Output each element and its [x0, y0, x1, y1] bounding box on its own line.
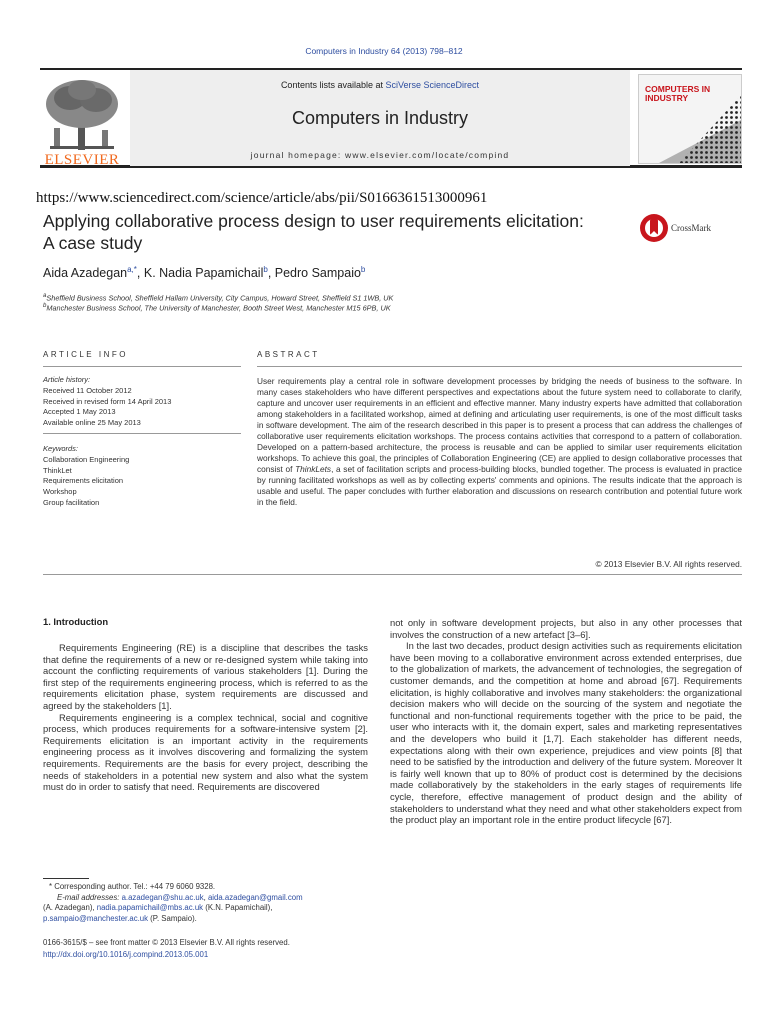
- crossmark-icon: [639, 211, 669, 245]
- keyword: Workshop: [43, 487, 77, 497]
- cover-title-line-2: INDUSTRY: [645, 93, 689, 103]
- email-line: [43, 903, 373, 914]
- article-info-heading: ARTICLE INFO: [43, 350, 128, 359]
- affiliation-marker: b: [43, 302, 47, 309]
- section-heading: 1. Introduction: [43, 616, 109, 627]
- journal-homepage[interactable]: journal homepage: www.elsevier.com/locate/compind: [250, 150, 510, 160]
- email-line: E-mail addresses: a.azadegan@shu.ac.uk, aida.azadegan@gmail.com: [57, 892, 303, 902]
- author-name[interactable]: , K. Nadia Papamichail: [136, 266, 264, 281]
- cover-title-line-1: COMPUTERS IN: [645, 84, 711, 94]
- keyword: ThinkLet: [43, 465, 72, 475]
- history-entry: Available online 25 May 2013: [43, 418, 141, 428]
- front-matter-note: 0166-3615/$ – see front matter © 2013 Elsevier B.V. All rights reserved.: [43, 938, 290, 947]
- journal-name: Computers in Industry: [291, 108, 469, 128]
- author-affiliation-marker[interactable]: b: [360, 265, 366, 274]
- body-column-left: [43, 642, 368, 793]
- contents-prefix: Contents lists available at: [280, 80, 386, 90]
- article-title: [43, 210, 633, 254]
- email-owner: (P. Sampaio).: [150, 913, 197, 923]
- abstract-copyright: © 2013 Elsevier B.V. All rights reserved.: [595, 559, 742, 569]
- paragraph: In the last two decades, product design activities such as requirements elicitation have been moving to a collaborative environment across extended enterprises, due to the globalization of markets, the advancement of technologies, the segregation of customer demands, and the competition at home and abroad [67]. Requirements elicitation, is highly collaborative and involves many stakeholders: the organizational decision makers who will decide on the sourcing of the system and negotiate the functional and non-functional requirements together with the price to be paid, the user who interacts with it, the domain expert, sales and marketing representatives and the developers who build it [1,7]. Each stakeholder has different needs, expectations along with their own experience, prejudices and view points [8] that need to be satisfied by the introduction and delivery of the future system. Moreover It is fairly well known that up to 80% of product cost is determined by the decisions made collaboratively by the stakeholders in the early stages of requirements life cycle, therefore, effective management of product design and the ability of stakeholders to understand what they need and what other stakeholders expect from the product play an important role in the entire product lifecycle [67].: [390, 640, 742, 826]
- affiliation-text: Manchester Business School, The University of Manchester, Booth Street West, Manchester M15 6PB, UK: [46, 303, 391, 313]
- crossmark-badge[interactable]: [639, 211, 739, 245]
- publisher-logo-text: ELSEVIER: [44, 152, 120, 168]
- paragraph: Requirements engineering is a complex technical, social and cognitive process, which produces requirements for a software-intensive system [2]. Requirements elicitation is an important activity in the requirements engineering process as it involves discovering and formalizing the system requirements. Requirements are the basis for every project, describing the needs of stakeholders in a potential new system and also what the system must do in order to satisfy that need. Requirements are discovered: [43, 711, 368, 793]
- email-link[interactable]: p.sampaio@manchester.ac.uk: [43, 913, 148, 923]
- history-entry: Received 11 October 2012: [43, 385, 132, 395]
- divider: [43, 366, 241, 367]
- email-line: [43, 914, 373, 925]
- footnotes: [43, 882, 373, 924]
- divider: [43, 433, 241, 434]
- email-label: E-mail addresses:: [57, 892, 120, 902]
- journal-header: [40, 68, 742, 168]
- author-name[interactable]: Aida Azadegan: [43, 266, 128, 281]
- email-link[interactable]: aida.azadegan@gmail.com: [207, 892, 303, 902]
- contents-line: [130, 80, 630, 90]
- paragraph: not only in software development projects, but also in any other processes that involves the construction of a new artefact [3–6].: [390, 617, 742, 640]
- history-entry: Received in revised form 14 April 2013: [43, 396, 172, 406]
- corresponding-author-note: * Corresponding author. Tel.: +44 79 6060 9328.: [49, 882, 216, 891]
- doi-link[interactable]: http://dx.doi.org/10.1016/j.compind.2013.05.001: [43, 950, 209, 959]
- journal-masthead: [130, 70, 630, 166]
- history-label: Article history:: [43, 375, 91, 384]
- affiliation-marker: a: [43, 292, 47, 299]
- keyword: Collaboration Engineering: [43, 454, 130, 464]
- keywords-label: Keywords:: [43, 444, 79, 453]
- email-link[interactable]: a.azadegan@shu.ac.uk: [121, 892, 204, 902]
- affiliation-a: [43, 292, 393, 302]
- journal-citation[interactable]: Computers in Industry 64 (2013) 798–812: [305, 46, 463, 56]
- keyword: Group facilitation: [43, 497, 100, 507]
- author-name[interactable]: , Pedro Sampaio: [267, 266, 361, 281]
- article-history: [43, 375, 241, 429]
- affiliation-b: [43, 302, 391, 312]
- keyword: Requirements elicitation: [43, 476, 124, 486]
- email-owner: (A. Azadegan),: [43, 903, 95, 913]
- paragraph: Requirements Engineering (RE) is a discipline that describes the tasks that define the requirements of a new or re-designed system while taking into account the conflicting requirements of various stakeholders [1]. During the first step of the requirements engineering process, which is referred to as the requirements elicitation phase, system requirements are discussed and agreed by the stakeholders [1].: [43, 642, 368, 711]
- abstract-text: [257, 376, 742, 508]
- author-list: [43, 265, 365, 280]
- keywords: [43, 444, 241, 509]
- author-affiliation-marker[interactable]: b: [263, 265, 268, 274]
- article-title-line-1: Applying collaborative process design to user requirements elicitation:: [43, 211, 584, 231]
- email-link[interactable]: nadia.papamichail@mbs.ac.uk: [96, 903, 204, 913]
- sciencedirect-link[interactable]: SciVerse ScienceDirect: [385, 80, 480, 90]
- crossmark-label: CrossMark: [671, 223, 711, 233]
- journal-cover-image: [638, 74, 742, 164]
- email-owner: (K.N. Papamichail),: [205, 903, 273, 913]
- history-entry: Accepted 1 May 2013: [43, 407, 116, 417]
- abstract-heading: ABSTRACT: [257, 350, 320, 359]
- body-column-right: [390, 617, 742, 826]
- abstract-text-part: , a set of facilitation scripts and process-building blocks, bundled together. The process is evaluated in practice by running facilitated workshops as well as by collecting experts' comments and opinions. The results indicate that the approach is usable and useful. The paper concludes with further elaboration and discussions on research contribution and potential future work in the field.: [257, 464, 742, 507]
- article-title-line-2: A case study: [43, 233, 143, 253]
- author-affiliation-marker[interactable]: a,*: [127, 265, 137, 274]
- cover-title: [645, 85, 710, 103]
- abstract-text-emphasis: ThinkLets: [295, 464, 332, 474]
- article-url[interactable]: https://www.sciencedirect.com/science/article/abs/pii/S0166361513000961: [36, 190, 488, 206]
- affiliation-text: Sheffield Business School, Sheffield Hallam University, City Campus, Howard Street, Sheffield S1 1WB, UK: [46, 293, 394, 303]
- abstract-text-part: User requirements play a central role in software development processes by bridging the needs of business to the software. In many cases stakeholders who have different perspectives and expectations about the future system need to collaborate to clarify, capture and uncover user requirements in an efficient and effective manner. Many industry experts have admitted that collaboration among stakeholders in a facilitated workshop, aimed at defining and articulating user requirements, is one of the most difficult tasks in software development. The aim of the research described in this paper is to present a process that can address the challenges of collaborative user requirements elicitation workshops. The process contains activities that correspond to a pattern of collaboration. Developed on a pattern-based architecture, the process is reusable and can be applied to similar user requirements elicitation workshops. To achieve this goal, the principles of Collaboration Engineering (CE) are applied to design collaborative processes that consist of: [257, 376, 742, 474]
- footnote-divider: [43, 878, 89, 879]
- divider: [257, 366, 742, 367]
- divider: [43, 574, 742, 575]
